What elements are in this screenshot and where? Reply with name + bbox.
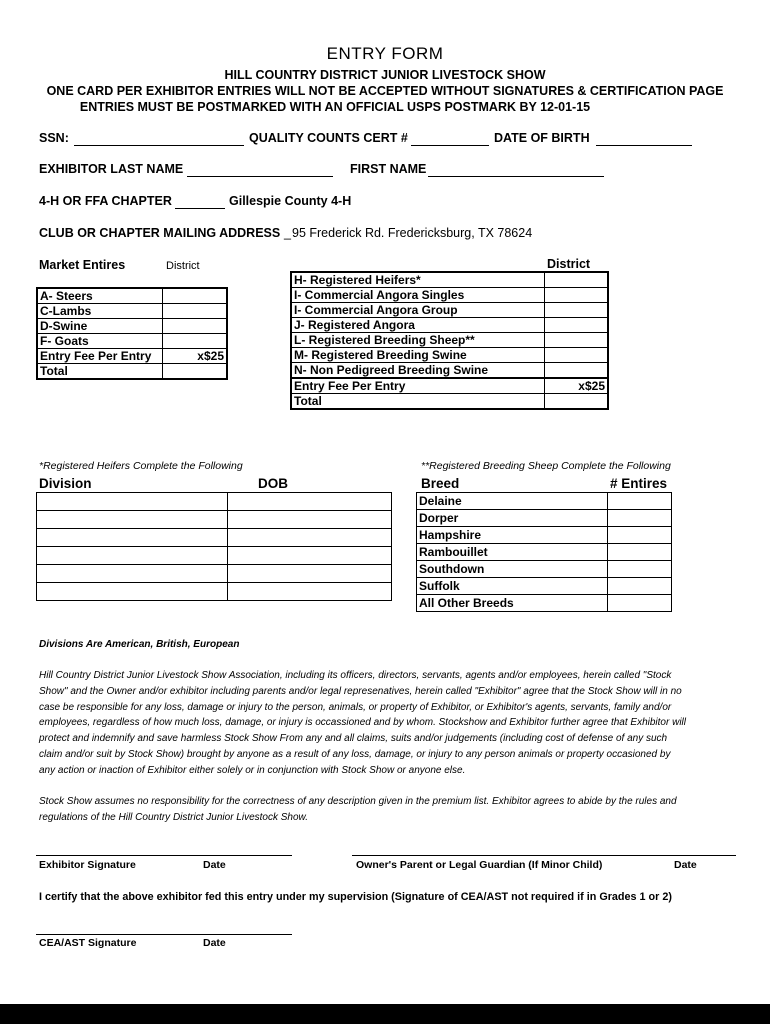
table-row — [291, 363, 608, 379]
table-row — [417, 561, 672, 578]
market-row-value[interactable] — [163, 334, 228, 349]
breeding-row-value[interactable] — [545, 318, 609, 333]
table-row — [37, 349, 227, 364]
form-title: ENTRY FORM — [326, 44, 444, 63]
table-row — [37, 364, 227, 380]
table-row — [417, 544, 672, 561]
market-row-label: F- Goats — [37, 334, 163, 349]
table-row — [291, 288, 608, 303]
sheep-entries-header: # Entires — [610, 476, 668, 491]
table-row — [291, 272, 608, 288]
heifer-dob-cell[interactable] — [228, 583, 392, 601]
breeding-row-label: I- Commercial Angora Group — [291, 303, 545, 318]
liability-paragraph: Hill Country District Junior Livestock Show Association, including its officers, directors, servants, agents and/or employees, herein called "Stock Show" and the Owner and/or exhibitor including parents and/or legal represenatives, herein called "Exhibitor" agree that the Stock Show will in no case be responsible for any loss, damage or injury to the person, animals, or property of Exhibitor, or Exhibitor's agents, servants, family and/or employees, regardless of how much loss, damage, or injury is occassioned and by whom. Stockshow and Exhibitor further agree that Exhibitor will protect and indemnify and save harmless Stock Show From any and all claims, suits and/or judgements (including cost of defense of any such claim and/or suit by Stock Show) brought by anyone as a result of any loss, damage, or injury to any person animals or property occasioned by any action or inaction of Exhibitor either solely or in conjunction with Stock Show or anyone else. — [39, 670, 686, 776]
table-row — [37, 547, 392, 565]
quality-counts-field[interactable] — [411, 145, 489, 146]
market-district-label: District — [166, 260, 200, 272]
market-entries-table — [36, 287, 228, 380]
table-row — [417, 493, 672, 510]
sheep-breed-cell: All Other Breeds — [417, 595, 608, 612]
breeding-row-value[interactable] — [545, 303, 609, 318]
table-row — [291, 318, 608, 333]
market-row-label: Total — [37, 364, 163, 380]
address-label: CLUB OR CHAPTER MAILING ADDRESS — [39, 226, 281, 240]
exhibitor-date-label: Date — [203, 859, 226, 871]
sheep-entries-cell[interactable] — [608, 510, 672, 527]
first-name-field[interactable] — [428, 176, 604, 177]
sheep-breed-header: Breed — [421, 476, 460, 491]
market-row-value[interactable] — [163, 288, 228, 304]
market-row-value[interactable] — [163, 319, 228, 334]
table-row — [37, 304, 227, 319]
heifer-dob-cell[interactable] — [228, 511, 392, 529]
exhibitor-signature-line[interactable] — [36, 855, 292, 856]
table-row — [291, 333, 608, 348]
show-name: HILL COUNTRY DISTRICT JUNIOR LIVESTOCK SHOW — [224, 68, 546, 82]
heifer-division-cell[interactable] — [37, 547, 228, 565]
table-row — [291, 394, 608, 410]
table-row — [37, 288, 227, 304]
sheep-entries-cell[interactable] — [608, 527, 672, 544]
sheep-breed-cell: Dorper — [417, 510, 608, 527]
dob-label: DATE OF BIRTH — [494, 131, 590, 145]
table-row — [37, 319, 227, 334]
sheep-table — [416, 492, 672, 612]
breeding-row-label: I- Commercial Angora Singles — [291, 288, 545, 303]
sheep-entries-cell[interactable] — [608, 561, 672, 578]
sheep-entries-cell[interactable] — [608, 493, 672, 510]
sheep-entries-cell[interactable] — [608, 544, 672, 561]
sheep-note: **Registered Breeding Sheep Complete the Following — [421, 460, 671, 472]
breeding-row-label: L- Registered Breeding Sheep** — [291, 333, 545, 348]
heifer-division-cell[interactable] — [37, 583, 228, 601]
sheep-breed-cell: Rambouillet — [417, 544, 608, 561]
table-row — [37, 583, 392, 601]
breeding-row-value[interactable] — [545, 363, 609, 379]
breeding-row-value[interactable] — [545, 288, 609, 303]
table-row — [417, 595, 672, 612]
breeding-row-label: Entry Fee Per Entry — [291, 378, 545, 394]
sheep-entries-cell[interactable] — [608, 595, 672, 612]
heifers-table — [36, 492, 392, 601]
table-row — [417, 510, 672, 527]
ssn-label: SSN: — [39, 131, 69, 145]
chapter-label: 4-H OR FFA CHAPTER — [39, 194, 172, 208]
table-row — [37, 334, 227, 349]
sheep-breed-cell: Delaine — [417, 493, 608, 510]
responsibility-paragraph: Stock Show assumes no responsibility for the correctness of any description given in the premium list. Exhibitor agrees to abide by the rules and regulations of the Hill Country District Junior Livestock Show. — [39, 796, 677, 823]
card-rule: ONE CARD PER EXHIBITOR ENTRIES WILL NOT BE ACCEPTED WITHOUT SIGNATURES & CERTIFICATION PAGE — [46, 84, 724, 98]
breeding-row-label: J- Registered Angora — [291, 318, 545, 333]
table-row — [37, 529, 392, 547]
market-row-label: D-Swine — [37, 319, 163, 334]
heifer-dob-cell[interactable] — [228, 565, 392, 583]
breeding-row-label: Total — [291, 394, 545, 410]
breeding-district-label: District — [547, 257, 591, 271]
heifer-dob-cell[interactable] — [228, 493, 392, 511]
chapter-line[interactable] — [175, 208, 225, 209]
breeding-row-value[interactable] — [545, 394, 609, 410]
divisions-note: Divisions Are American, British, European — [39, 639, 240, 650]
sheep-breed-cell: Hampshire — [417, 527, 608, 544]
guardian-signature-line[interactable] — [352, 855, 736, 856]
heifers-division-header: Division — [39, 476, 92, 491]
dob-field[interactable] — [596, 145, 692, 146]
market-row-value[interactable] — [163, 304, 228, 319]
certification-statement: I certify that the above exhibitor fed this entry under my supervision (Signature of CEA/AST not required if in Grades 1 or 2) — [39, 891, 672, 903]
guardian-date-label: Date — [674, 859, 697, 871]
scan-edge-bar — [0, 1004, 770, 1024]
table-row — [37, 565, 392, 583]
sheep-entries-cell[interactable] — [608, 578, 672, 595]
heifer-dob-cell[interactable] — [228, 547, 392, 565]
table-row — [291, 303, 608, 318]
breeding-row-label: N- Non Pedigreed Breeding Swine — [291, 363, 545, 379]
market-row-value[interactable] — [163, 364, 228, 380]
market-row-value: x$25 — [163, 349, 228, 364]
market-row-label: C-Lambs — [37, 304, 163, 319]
heifer-division-cell[interactable] — [37, 529, 228, 547]
cea-signature-line[interactable] — [36, 934, 292, 935]
heifer-dob-cell[interactable] — [228, 529, 392, 547]
quality-counts-label: QUALITY COUNTS CERT # — [249, 131, 408, 145]
table-row — [291, 378, 608, 394]
guardian-signature-label: Owner's Parent or Legal Guardian (If Minor Child) — [356, 859, 603, 871]
postmark-rule: ENTRIES MUST BE POSTMARKED WITH AN OFFICIAL USPS POSTMARK BY 12-01-15 — [79, 100, 591, 114]
heifer-division-cell[interactable] — [37, 511, 228, 529]
chapter-value: Gillespie County 4-H — [229, 194, 352, 208]
first-name-label: FIRST NAME — [350, 162, 427, 176]
address-underscore: _ — [284, 226, 291, 240]
table-row — [37, 511, 392, 529]
market-heading: Market Entires — [39, 258, 126, 272]
ssn-field[interactable] — [74, 145, 244, 146]
last-name-label: EXHIBITOR LAST NAME — [39, 162, 184, 176]
sheep-breed-cell: Southdown — [417, 561, 608, 578]
breeding-row-value[interactable] — [545, 333, 609, 348]
heifer-division-cell[interactable] — [37, 565, 228, 583]
heifer-division-cell[interactable] — [37, 493, 228, 511]
breeding-entries-table — [290, 271, 609, 410]
table-row — [37, 493, 392, 511]
breeding-row-value: x$25 — [545, 378, 609, 394]
breeding-row-value[interactable] — [545, 348, 609, 363]
address-value: 95 Frederick Rd. Fredericksburg, TX 78624 — [292, 226, 533, 240]
exhibitor-signature-label: Exhibitor Signature — [39, 859, 136, 871]
last-name-field[interactable] — [187, 176, 333, 177]
breeding-row-label: H- Registered Heifers* — [291, 272, 545, 288]
cea-signature-label: CEA/AST Signature — [39, 937, 137, 949]
heifers-dob-header: DOB — [258, 476, 288, 491]
sheep-breed-cell: Suffolk — [417, 578, 608, 595]
breeding-row-value[interactable] — [545, 272, 609, 288]
breeding-row-label: M- Registered Breeding Swine — [291, 348, 545, 363]
heifers-note: *Registered Heifers Complete the Following — [39, 460, 243, 472]
market-row-label: Entry Fee Per Entry — [37, 349, 163, 364]
table-row — [417, 578, 672, 595]
table-row — [291, 348, 608, 363]
market-row-label: A- Steers — [37, 288, 163, 304]
table-row — [417, 527, 672, 544]
cea-date-label: Date — [203, 937, 226, 949]
